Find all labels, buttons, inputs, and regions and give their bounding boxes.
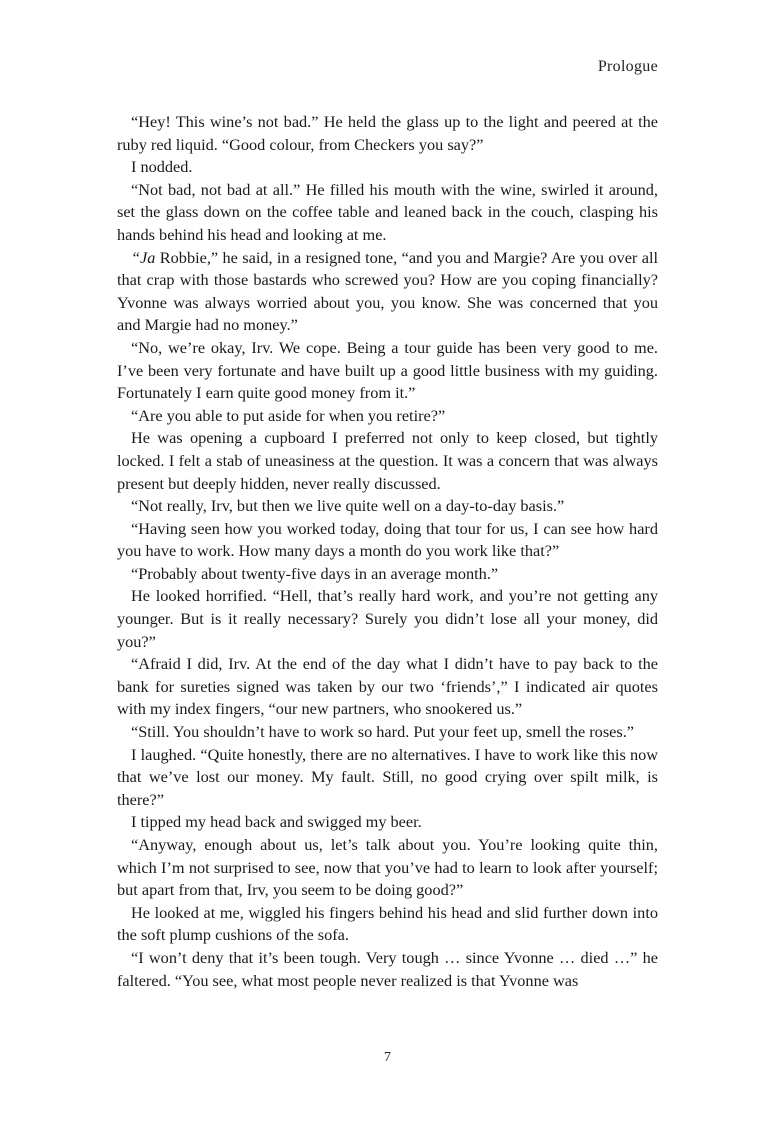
- paragraph: “Are you able to put aside for when you retire?”: [131, 405, 446, 425]
- paragraph: He looked at me, wiggled his fingers behind his head and slid further down into the soft plump cushions of the sofa.: [117, 902, 658, 945]
- paragraph: I laughed. “Quite honestly, there are no alternatives. I have to work like this now that we’ve lost our money. My fault. Still, no good crying over spilt milk, is there?”: [117, 744, 658, 809]
- paragraph: He was opening a cupboard I preferred not only to keep closed, but tightly locked. I felt a stab of uneasiness at the question. It was a concern that was always present but deeply hidden, never really discussed.: [117, 428, 658, 493]
- paragraph: “Afraid I did, Irv. At the end of the day what I didn’t have to pay back to the bank for sureties signed was taken by our two ‘friends’,” I indicated air quotes with my index fingers, “our new partners, who snookered us.”: [117, 654, 658, 719]
- running-head: Prologue: [597, 58, 658, 75]
- paragraph: “No, we’re okay, Irv. We cope. Being a tour guide has been very good to me. I’ve been very fortunate and have built up a good little business with my guiding. Fortunately I earn quite good money from it.”: [117, 337, 658, 403]
- paragraph: I nodded.: [131, 157, 193, 177]
- page-number: 7: [384, 1050, 391, 1065]
- paragraph: “Probably about twenty-five days in an average month.”: [131, 563, 499, 583]
- paragraph: “Anyway, enough about us, let’s talk about you. You’re looking quite thin, which I’m not surprised to see, now that you’ve had to learn to look after yourself; but apart from that, Irv, you seem to be doing good?”: [117, 835, 658, 900]
- paragraph: “Hey! This wine’s not bad.” He held the glass up to the light and peered at the ruby red liquid. “Good colour, from Checkers you say?”: [117, 112, 658, 154]
- italic-word: “Ja: [131, 247, 156, 267]
- paragraph: “Ja Robbie,” he said, in a resigned tone, “and you and Margie? Are you over all that crap with those bastards who screwed you? How are you coping financially? Yvonne was always worried about you, you know. She was concerned that you and Margie had no money.”: [117, 247, 658, 335]
- paragraph: I tipped my head back and swigged my beer.: [131, 812, 422, 832]
- paragraph: “Not bad, not bad at all.” He filled his mouth with the wine, swirled it around, set the glass down on the coffee table and leaned back in the couch, clasping his hands behind his head and looking at me.: [117, 179, 658, 244]
- paragraph: “Having seen how you worked today, doing that tour for us, I can see how hard you have to work. How many days a month do you work like that?”: [117, 518, 658, 561]
- body-text: [117, 111, 658, 992]
- paragraph: He looked horrified. “Hell, that’s really hard work, and you’re not getting any younger. But is it really necessary? Surely you didn’t lose all your money, did you?”: [117, 586, 658, 651]
- paragraph: “I won’t deny that it’s been tough. Very tough … since Yvonne … died …” he faltered. “You see, what most people never realized is that Yvonne was: [117, 947, 658, 990]
- paragraph: “Not really, Irv, but then we live quite well on a day-to-day basis.”: [131, 496, 565, 516]
- paragraph: “Still. You shouldn’t have to work so hard. Put your feet up, smell the roses.”: [131, 722, 635, 742]
